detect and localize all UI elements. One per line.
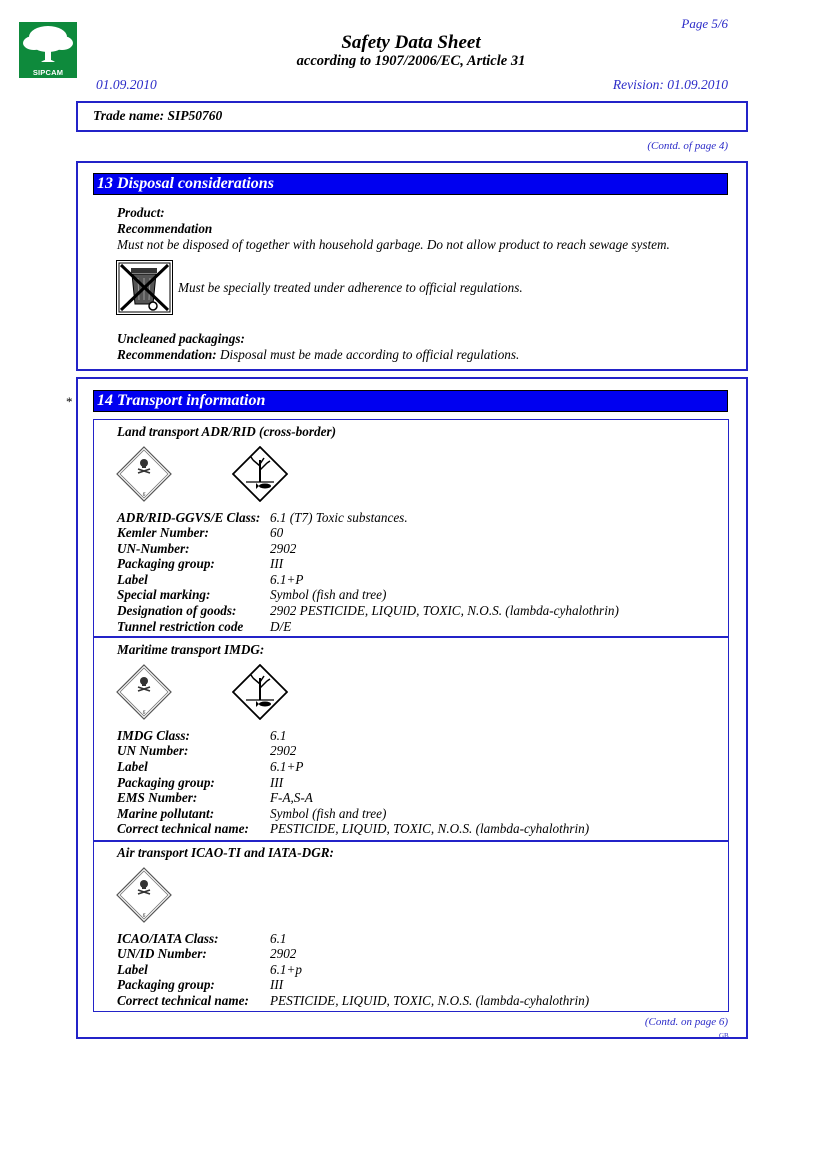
air-row-value: 6.1 — [270, 931, 287, 946]
land-row-label: Label — [117, 572, 148, 587]
sea-row-label: Marine pollutant: — [117, 806, 215, 821]
land-row-label: Special marking: — [117, 587, 211, 602]
sea-row-value: PESTICIDE, LIQUID, TOXIC, N.O.S. (lambda-cyhalothrin) — [270, 821, 590, 836]
land-row-value: III — [270, 556, 284, 571]
land-row-value: 2902 PESTICIDE, LIQUID, TOXIC, N.O.S. (lambda-cyhalothrin) — [270, 603, 619, 618]
recommendation-label: Recommendation — [117, 221, 213, 236]
air-row-label: Label — [117, 962, 148, 977]
logo-text: SIPCAM — [32, 68, 64, 77]
environment-hazard-diamond-icon — [232, 446, 288, 507]
sea-row-label: Correct technical name: — [117, 821, 249, 836]
land-row-label: Tunnel restriction code — [117, 619, 244, 634]
document-subtitle: according to 1907/2006/EC, Article 31 — [296, 53, 526, 69]
air-row-label: Correct technical name: — [117, 993, 249, 1008]
crossed-out-wheelie-bin-icon — [116, 260, 173, 320]
sea-row-label: IMDG Class: — [117, 728, 190, 743]
land-row-label: UN-Number: — [117, 541, 190, 556]
land-row-value: 6.1 (T7) Toxic substances. — [270, 510, 408, 525]
environment-hazard-diamond-icon — [232, 664, 288, 725]
continued-on-note: (Contd. on page 6) — [644, 1016, 728, 1028]
air-row-value: PESTICIDE, LIQUID, TOXIC, N.O.S. (lambda-cyhalothrin) — [270, 993, 590, 1008]
land-row-label: ADR/RID-GGVS/E Class: — [117, 510, 261, 525]
svg-text:6: 6 — [142, 913, 146, 919]
country-code: GB — [719, 1032, 729, 1040]
product-label: Product: — [117, 205, 165, 220]
land-row-label: Kemler Number: — [117, 525, 209, 540]
land-row-value: 2902 — [270, 541, 297, 556]
land-row-value: 6.1+P — [270, 572, 304, 587]
toxic-skull-diamond-icon — [116, 867, 172, 928]
sea-row-value: Symbol (fish and tree) — [270, 806, 387, 821]
print-date: 01.09.2010 — [96, 77, 157, 92]
land-transport-title: Land transport ADR/RID (cross-border) — [117, 424, 336, 439]
packaging-recommendation — [117, 347, 519, 363]
air-row-label: UN/ID Number: — [117, 946, 207, 961]
sea-row-value: 2902 — [270, 743, 297, 758]
sea-row-value: 6.1+P — [270, 759, 304, 774]
sea-row-label: UN Number: — [117, 743, 189, 758]
air-row-label: ICAO/IATA Class: — [117, 931, 219, 946]
land-row-label: Designation of goods: — [117, 603, 237, 618]
section-14-heading: 14 Transport information — [93, 390, 728, 412]
land-row-label: Packaging group: — [117, 556, 215, 571]
sea-row-label: Packaging group: — [117, 775, 215, 790]
sea-row-label: EMS Number: — [117, 790, 198, 805]
sea-row-value: III — [270, 775, 284, 790]
uncleaned-packagings-label: Uncleaned packagings: — [117, 331, 245, 346]
packaging-recommendation-label: Recommendation: — [117, 347, 217, 362]
svg-text:6: 6 — [142, 710, 146, 716]
special-treatment-text: Must be specially treated under adherence to official regulations. — [178, 280, 523, 295]
land-row-value: Symbol (fish and tree) — [270, 587, 387, 602]
land-row-value: D/E — [270, 619, 292, 634]
document-title: Safety Data Sheet — [341, 32, 481, 53]
land-row-value: 60 — [270, 525, 284, 540]
air-row-value: 6.1+p — [270, 962, 302, 977]
air-transport-title: Air transport ICAO-TI and IATA-DGR: — [117, 845, 334, 860]
air-row-value: III — [270, 977, 284, 992]
air-row-label: Packaging group: — [117, 977, 215, 992]
section-13-heading: 13 Disposal considerations — [93, 173, 728, 195]
revision-marker: * — [66, 394, 73, 409]
air-row-value: 2902 — [270, 946, 297, 961]
toxic-skull-diamond-icon — [116, 664, 172, 725]
page-number: Page 5/6 — [681, 16, 728, 31]
sea-row-value: 6.1 — [270, 728, 287, 743]
recommendation-text: Must not be disposed of together with household garbage. Do not allow product to reach sewage system. — [117, 237, 670, 252]
toxic-skull-diamond-icon — [116, 446, 172, 507]
revision-date: Revision: 01.09.2010 — [612, 77, 728, 92]
continued-from-note: (Contd. of page 4) — [647, 140, 728, 152]
trade-name: Trade name: SIP50760 — [93, 108, 223, 123]
svg-text:6: 6 — [142, 492, 146, 498]
maritime-transport-title: Maritime transport IMDG: — [117, 642, 265, 657]
sea-row-value: F-A,S-A — [270, 790, 313, 805]
packaging-recommendation-text: Disposal must be made according to official regulations. — [216, 347, 520, 362]
sea-row-label: Label — [117, 759, 148, 774]
